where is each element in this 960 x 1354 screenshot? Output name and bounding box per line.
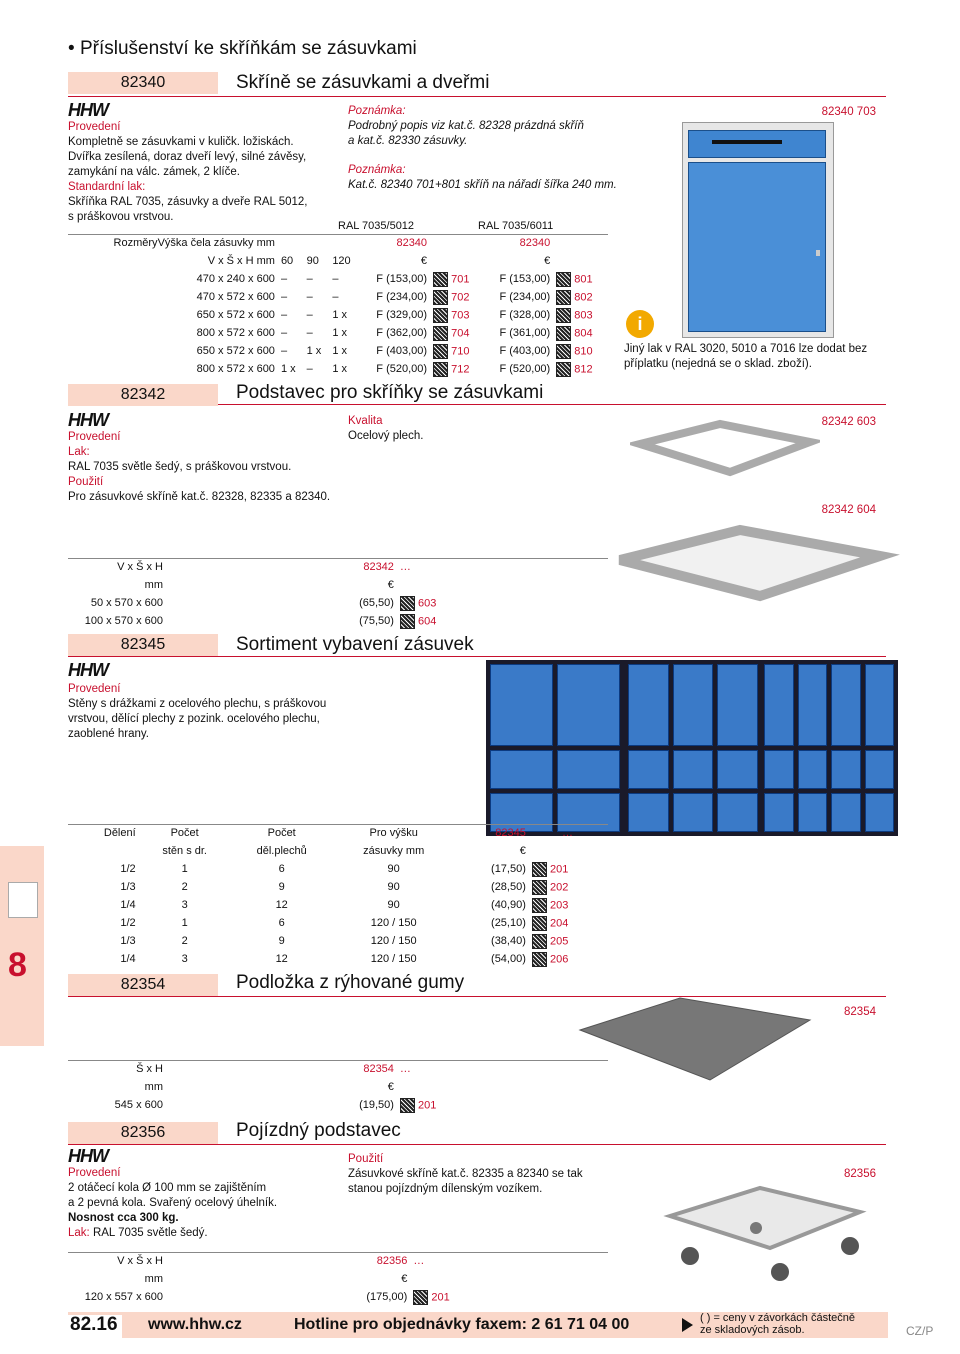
col-header: 82354 <box>363 1063 394 1075</box>
sec2-quality <box>348 414 423 444</box>
cell: 2 <box>181 935 188 947</box>
section-title: Pojízdný podstavec <box>236 1120 401 1141</box>
cell: 1 <box>181 917 188 929</box>
info-text <box>624 342 884 372</box>
cell: F (520,00) <box>376 363 428 375</box>
cell: 810 <box>574 344 593 357</box>
info-icon: i <box>626 310 654 338</box>
chapter-number: 8 <box>8 946 27 984</box>
cell: – <box>332 291 339 303</box>
qr-icon <box>556 308 571 323</box>
lak-text: RAL 7035 světle šedý, s práškovou vrstvou. <box>68 461 292 473</box>
pouziti-line: stanou pojízdným dílenským vozíkem. <box>348 1183 543 1195</box>
cell: (175,00) <box>366 1291 408 1303</box>
cell: 1/2 <box>120 863 136 875</box>
table-row <box>70 288 606 306</box>
cell: 12 <box>275 953 288 965</box>
provedeni-label: Provedení <box>68 121 121 133</box>
col-header: 120 <box>332 255 351 267</box>
cell: – <box>280 345 288 357</box>
col-header: … <box>413 1255 425 1267</box>
cell: 2 <box>181 881 188 893</box>
cell: 9 <box>278 935 285 947</box>
qr-icon <box>532 862 547 877</box>
cell: 650 x 572 x 600 <box>196 345 275 357</box>
cell: 704 <box>451 326 470 339</box>
cell: 1 x <box>332 309 347 321</box>
cell: 206 <box>549 952 569 965</box>
qr-icon <box>556 344 571 359</box>
cell: 100 x 570 x 600 <box>84 615 163 627</box>
table-row <box>70 914 606 932</box>
cell: F (234,00) <box>499 291 551 303</box>
col-header: … <box>561 827 573 839</box>
image-code: 82342 603 <box>821 416 876 428</box>
col-header: Počet <box>267 827 296 839</box>
qr-icon <box>400 614 415 629</box>
col-header: RozměryVýška čela zásuvky mm <box>113 237 275 249</box>
cell: 804 <box>574 326 593 339</box>
table-row <box>70 1288 606 1306</box>
col-header: 82340 <box>519 237 551 249</box>
cell: 712 <box>451 362 470 375</box>
qr-icon <box>433 362 448 377</box>
col-header: V x Š x H <box>117 1255 163 1267</box>
table-row <box>70 612 606 630</box>
section-code: 82345 <box>68 634 218 656</box>
col-header: Dělení <box>103 827 136 839</box>
qr-icon <box>400 1098 415 1113</box>
section-rule <box>68 96 886 97</box>
col-header: mm <box>144 1081 163 1093</box>
cell: (17,50) <box>491 863 526 875</box>
col-header: … <box>399 561 411 573</box>
qr-icon <box>556 290 571 305</box>
hhw-logo: HHW <box>68 660 108 680</box>
lak-text: RAL 7035 světle šedý. <box>92 1227 208 1239</box>
cell: F (403,00) <box>376 345 428 357</box>
info-line: příplatku (nejedná se o sklad. zboží). <box>624 358 812 370</box>
image-code: 82354 <box>844 1006 876 1018</box>
drawer-image-4 <box>486 746 624 836</box>
dolly-image <box>660 1176 870 1286</box>
cell: 201 <box>417 1098 437 1111</box>
cell: 650 x 572 x 600 <box>196 309 275 321</box>
inserts-table <box>70 824 606 968</box>
language-code: CZ/P <box>906 1324 934 1338</box>
note-line: Podrobný popis viz kat.č. 82328 prázdná skříň <box>348 120 584 132</box>
col-header: zásuvky mm <box>363 845 425 857</box>
sec5-description <box>68 1166 338 1241</box>
col-header: V x Š x H mm <box>207 255 275 267</box>
table-row <box>70 1096 606 1114</box>
col-header <box>529 842 606 860</box>
sec1-description <box>68 120 328 225</box>
info-line: Jiný lak v RAL 3020, 5010 a 7016 lze dodat bez <box>624 343 868 355</box>
page-number: 82.16 <box>70 1314 118 1335</box>
col-header: 82345 <box>495 827 526 839</box>
col-header: € <box>387 1081 394 1093</box>
cell: – <box>280 309 288 321</box>
standard-label: Standardní lak: <box>68 181 146 193</box>
cell: 603 <box>417 596 437 609</box>
qr-icon <box>532 916 547 931</box>
cell: 470 x 572 x 600 <box>196 291 275 303</box>
cell: 1 x <box>332 363 347 375</box>
pouziti-line: Zásuvkové skříně kat.č. 82335 a 82340 se tak <box>348 1168 583 1180</box>
col-header: 90 <box>306 255 319 267</box>
pouziti-label: Použití <box>348 1153 384 1165</box>
cell: 3 <box>181 953 188 965</box>
cell: – <box>306 327 313 339</box>
qr-icon <box>532 952 547 967</box>
dolly-table <box>70 1252 606 1306</box>
col-header: 82340 <box>396 237 428 249</box>
cell: 201 <box>549 862 569 875</box>
cell: (65,50) <box>359 597 394 609</box>
desc-line: a 2 pevná kola. Svařený ocelový úhelník. <box>68 1197 278 1209</box>
cell: – <box>306 309 313 321</box>
note-label: Poznámka: <box>348 105 406 117</box>
qr-icon <box>532 934 547 949</box>
col-header: Pro výšku <box>369 827 418 839</box>
cell: 470 x 240 x 600 <box>196 273 275 285</box>
col-header: mm <box>144 1273 163 1285</box>
note-line: a kat.č. 82330 zásuvky. <box>348 135 468 147</box>
cell: 812 <box>574 362 593 375</box>
cell: 1 <box>181 863 188 875</box>
cell: 6 <box>278 863 285 875</box>
page-header <box>68 38 417 60</box>
qr-icon <box>413 1290 428 1305</box>
cell: 1/4 <box>120 953 136 965</box>
col-header: Počet <box>170 827 199 839</box>
col-header: mm <box>144 579 163 591</box>
table-row <box>70 878 606 896</box>
qr-icon <box>556 326 571 341</box>
provedeni-label: Provedení <box>68 1167 121 1179</box>
cell: F (153,00) <box>499 273 551 285</box>
section-rule <box>68 656 886 657</box>
drawer-image-6 <box>760 746 898 836</box>
table-row <box>70 896 606 914</box>
pouziti-text: Pro zásuvkové skříně kat.č. 82328, 82335 a 82340. <box>68 491 331 503</box>
qr-icon <box>433 326 448 341</box>
cell: 710 <box>451 344 470 357</box>
table-row <box>70 270 606 288</box>
desc-line: Stěny s drážkami z ocelového plechu, s práškovou <box>68 698 327 710</box>
section-title: Sortiment vybavení zásuvek <box>236 634 474 655</box>
document-icon <box>8 882 38 918</box>
qr-icon <box>433 308 448 323</box>
cell: 1 x <box>332 345 347 357</box>
sec5-usage <box>348 1152 608 1197</box>
table-row <box>70 342 606 360</box>
sec2-description <box>68 430 338 505</box>
provedeni-label: Provedení <box>68 431 121 443</box>
kvalita-text: Ocelový plech. <box>348 430 424 442</box>
hotline-text: Hotline pro objednávky faxem: 2 61 71 04 00 <box>294 1316 630 1333</box>
cell: 1/3 <box>120 881 136 893</box>
cell: F (328,00) <box>499 309 551 321</box>
cell: 1/2 <box>120 917 136 929</box>
section-code: 82342 <box>68 384 218 406</box>
standard-line: Skříňka RAL 7035, zásuvky a dveře RAL 5012, <box>68 196 308 208</box>
footer-note-line: ze skladových zásob. <box>700 1324 805 1336</box>
sec1-notes <box>348 104 628 193</box>
image-code: 82340 703 <box>821 106 876 118</box>
col-header: děl.plechů <box>256 845 307 857</box>
drawer-image-5 <box>624 746 762 836</box>
cell: 203 <box>549 898 569 911</box>
image-code: 82342 604 <box>821 504 876 516</box>
section-code: 82354 <box>68 974 218 996</box>
table-row <box>70 594 606 612</box>
cell: F (362,00) <box>376 327 428 339</box>
cell: F (329,00) <box>376 309 428 321</box>
col-header: € <box>544 255 551 267</box>
cell: 90 <box>387 863 400 875</box>
cell: 201 <box>431 1290 450 1303</box>
cell: F (520,00) <box>499 363 551 375</box>
drawer-image-2 <box>624 660 762 750</box>
section-title: Podložka z rýhované gumy <box>236 972 465 993</box>
cell: 205 <box>549 934 569 947</box>
frame-image-1 <box>630 414 820 504</box>
qr-icon <box>433 290 448 305</box>
cell: 1 x <box>332 327 347 339</box>
cell: 702 <box>451 290 470 303</box>
col-header: Š x H <box>136 1063 163 1075</box>
kvalita-label: Kvalita <box>348 415 383 427</box>
base-table <box>70 558 606 630</box>
col-header: … <box>399 1063 411 1075</box>
drawer-image-1 <box>486 660 624 750</box>
cell: 703 <box>451 308 470 321</box>
cell: – <box>306 273 313 285</box>
cell: – <box>332 273 339 285</box>
cell: 803 <box>574 308 593 321</box>
table-row <box>70 306 606 324</box>
cell: 9 <box>278 881 285 893</box>
provedeni-label: Provedení <box>68 683 121 695</box>
lak-label: Lak: <box>68 446 90 458</box>
note-line: Kat.č. 82340 701+801 skříň na nářadí šířka 240 mm. <box>348 179 617 191</box>
col-header: 82356 <box>376 1255 408 1267</box>
drawer-image-3 <box>760 660 898 750</box>
cell: – <box>306 291 313 303</box>
pouziti-label: Použití <box>68 476 104 488</box>
nosnost-text: Nosnost cca 300 kg. <box>68 1212 179 1224</box>
section-code: 82340 <box>68 72 218 94</box>
cell: 545 x 600 <box>114 1099 163 1111</box>
qr-icon <box>556 272 571 287</box>
cell: (54,00) <box>491 953 526 965</box>
header-title: Příslušenství ke skříňkám se zásuvkami <box>79 38 417 59</box>
qr-icon <box>556 362 571 377</box>
cell: F (234,00) <box>376 291 428 303</box>
hhw-logo: HHW <box>68 1146 108 1166</box>
cell: 1 x <box>280 363 296 375</box>
standard-line: s práškovou vrstvou. <box>68 211 174 223</box>
cell: (75,50) <box>359 615 394 627</box>
table-row <box>70 932 606 950</box>
hhw-logo: HHW <box>68 100 108 120</box>
lak-label: Lak: <box>68 1227 90 1239</box>
footer-note <box>700 1312 855 1336</box>
cell: – <box>280 273 288 285</box>
cell: F (361,00) <box>499 327 551 339</box>
desc-line: vrstvou, dělící plechy z pozink. ocelového plechu, <box>68 713 320 725</box>
col-header: 82342 <box>363 561 394 573</box>
table-row <box>70 950 606 968</box>
desc-line: zaoblené hrany. <box>68 728 149 740</box>
table-row <box>70 360 606 378</box>
cell: (28,50) <box>491 881 526 893</box>
cell: 1/4 <box>120 899 136 911</box>
cell: 120 x 557 x 600 <box>84 1291 163 1303</box>
cell: (25,10) <box>491 917 526 929</box>
qr-icon <box>532 880 547 895</box>
cell: 800 x 572 x 600 <box>196 327 275 339</box>
note-label: Poznámka: <box>348 164 406 176</box>
cell: 12 <box>275 899 288 911</box>
cell: 800 x 572 x 600 <box>196 363 275 375</box>
col-header <box>70 842 139 860</box>
desc-line: 2 otáčecí kola Ø 100 mm se zajištěním <box>68 1182 267 1194</box>
col-header: 60 <box>280 255 294 267</box>
cell: F (403,00) <box>499 345 551 357</box>
section-rule <box>68 1144 886 1145</box>
col-header: € <box>420 255 428 267</box>
cell: 3 <box>181 899 188 911</box>
qr-icon <box>433 344 448 359</box>
cell: 801 <box>574 272 593 285</box>
cell: 120 / 150 <box>370 935 417 947</box>
cell: 802 <box>574 290 593 303</box>
section-title: Podstavec pro skříňky se zásuvkami <box>236 382 544 403</box>
col-header: V x Š x H <box>117 561 163 573</box>
cell: 90 <box>387 899 400 911</box>
section-title: Skříně se zásuvkami a dveřmi <box>236 72 490 93</box>
cell: (19,50) <box>359 1099 394 1111</box>
cell: (38,40) <box>491 935 526 947</box>
table-row <box>70 860 606 878</box>
cell: – <box>280 327 288 339</box>
cell: 1/3 <box>120 935 136 947</box>
cell: F (153,00) <box>376 273 428 285</box>
cell: 204 <box>549 916 569 929</box>
col-header: € <box>387 579 394 591</box>
image-code: 82356 <box>844 1168 876 1180</box>
provedeni-line: zamykání na válc. zámek, 2 klíče. <box>68 166 240 178</box>
cell: 202 <box>549 880 569 893</box>
cell: 6 <box>278 917 285 929</box>
qr-icon <box>532 898 547 913</box>
cell: – <box>280 291 288 303</box>
cabinet-table <box>70 234 606 378</box>
mat-table <box>70 1060 606 1114</box>
hhw-logo: HHW <box>68 410 108 430</box>
section-code: 82356 <box>68 1122 218 1144</box>
qr-icon <box>400 596 415 611</box>
provedeni-line: Dvířka zesílená, doraz dveří levý, silné závěsy, <box>68 151 307 163</box>
header-bullet: • <box>68 38 75 59</box>
cell: 120 / 150 <box>370 917 417 929</box>
footer-note-line: ( ) = ceny v závorkách částečně <box>700 1312 855 1324</box>
qr-icon <box>433 272 448 287</box>
col-header: € <box>519 845 526 857</box>
ral-label: RAL 7035/6011 <box>478 220 554 232</box>
cell: – <box>306 363 313 375</box>
cell: 1 x <box>306 345 322 357</box>
ral-label: RAL 7035/5012 <box>338 220 415 232</box>
provedeni-line: Kompletně se zásuvkami v kuličk. ložiskách. <box>68 136 294 148</box>
sec3-description <box>68 682 338 742</box>
website-link[interactable]: www.hhw.cz <box>148 1316 242 1333</box>
play-arrow-icon <box>682 1318 693 1332</box>
cell: (40,90) <box>491 899 526 911</box>
col-header: stěn s dr. <box>162 845 207 857</box>
cell: 50 x 570 x 600 <box>90 597 163 609</box>
cell: 604 <box>417 614 437 627</box>
frame-image-2 <box>600 510 900 630</box>
cell: 90 <box>387 881 400 893</box>
col-header: € <box>401 1273 408 1285</box>
table-row <box>70 324 606 342</box>
side-tab <box>0 846 44 1046</box>
cabinet-image <box>682 122 836 338</box>
cell: 701 <box>451 272 470 285</box>
cell: 120 / 150 <box>370 953 417 965</box>
